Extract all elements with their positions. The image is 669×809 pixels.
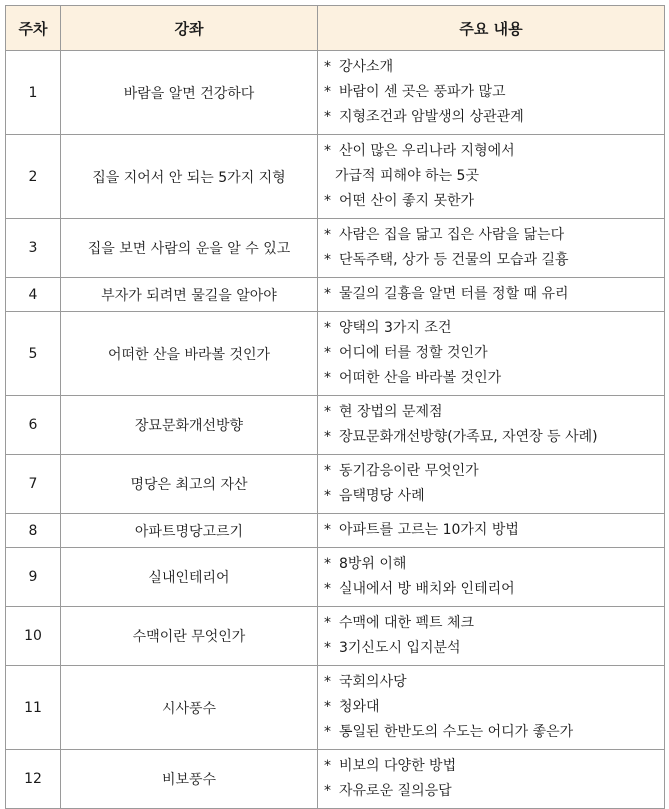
content-text: 물길의 길흉을 알면 터를 정할 때 유리 [339, 286, 569, 302]
header-content: 주요 내용 [318, 6, 665, 51]
content-text: 수맥에 대한 펙트 체크 [339, 615, 475, 631]
lecture-content [318, 750, 665, 809]
content-line [324, 55, 664, 80]
content-line [324, 105, 664, 130]
content-line [324, 316, 664, 341]
bullet-mark: * [324, 615, 331, 631]
week-number: 6 [6, 396, 61, 455]
lecture-content [318, 514, 665, 548]
content-line [324, 484, 664, 509]
bullet-mark: * [324, 320, 331, 336]
content-line [324, 400, 664, 425]
table-row [6, 278, 665, 312]
bullet-mark: * [324, 286, 331, 302]
bullet-mark: * [324, 252, 331, 268]
bullet-mark: * [324, 699, 331, 715]
content-line [324, 223, 664, 248]
lecture-content [318, 51, 665, 135]
table-row [6, 396, 665, 455]
content-line [324, 754, 664, 779]
content-line [324, 366, 664, 391]
curriculum-table [5, 5, 665, 809]
content-line [324, 189, 664, 214]
content-text: 아파트를 고르는 10가지 방법 [339, 522, 519, 538]
week-number: 11 [6, 666, 61, 750]
content-line [324, 552, 664, 577]
bullet-mark: * [324, 640, 331, 656]
content-line [324, 164, 664, 189]
bullet-mark: * [324, 488, 331, 504]
content-text: 어디에 터를 정할 것인가 [339, 345, 488, 361]
content-text: 장묘문화개선방향(가족묘, 자연장 등 사례) [339, 429, 598, 445]
bullet-mark: * [324, 84, 331, 100]
lecture-title: 바람을 알면 건강하다 [61, 51, 318, 135]
bullet-mark: * [324, 429, 331, 445]
week-number: 5 [6, 312, 61, 396]
content-text: 통일된 한반도의 수도는 어디가 좋은가 [339, 724, 574, 740]
content-line [324, 139, 664, 164]
week-number: 7 [6, 455, 61, 514]
lecture-content [318, 396, 665, 455]
lecture-content [318, 135, 665, 219]
table-row [6, 135, 665, 219]
content-text: 동기감응이란 무엇인가 [339, 463, 479, 479]
bullet-mark: * [324, 370, 331, 386]
content-text: 현 장법의 문제점 [339, 404, 443, 420]
lecture-title: 명당은 최고의 자산 [61, 455, 318, 514]
lecture-content [318, 666, 665, 750]
lecture-title: 비보풍수 [61, 750, 318, 809]
lecture-content [318, 312, 665, 396]
bullet-mark: * [324, 783, 331, 799]
lecture-title: 어떠한 산을 바라볼 것인가 [61, 312, 318, 396]
bullet-mark: * [324, 404, 331, 420]
content-text: 3기신도시 입지분석 [339, 640, 461, 656]
bullet-mark: * [324, 522, 331, 538]
bullet-mark: * [324, 581, 331, 597]
content-text: 가급적 피해야 하는 5곳 [335, 168, 479, 184]
content-line [324, 425, 664, 450]
bullet-mark: * [324, 674, 331, 690]
table-row [6, 548, 665, 607]
content-text: 단독주택, 상가 등 건물의 모습과 길흉 [339, 252, 569, 268]
content-line [324, 80, 664, 105]
content-text: 산이 많은 우리나라 지형에서 [339, 143, 515, 159]
bullet-mark: * [324, 345, 331, 361]
week-number: 4 [6, 278, 61, 312]
content-text: 어떤 산이 좋지 못한가 [339, 193, 475, 209]
content-text: 자유로운 질의응답 [339, 783, 452, 799]
content-line [324, 636, 664, 661]
content-text: 음택명당 사례 [339, 488, 425, 504]
table-row [6, 455, 665, 514]
bullet-mark: * [324, 463, 331, 479]
content-text: 바람이 센 곳은 풍파가 많고 [339, 84, 506, 100]
table-body [6, 51, 665, 809]
table-row [6, 750, 665, 809]
lecture-title: 집을 지어서 안 되는 5가지 지형 [61, 135, 318, 219]
table-row [6, 607, 665, 666]
header-lecture: 강좌 [61, 6, 318, 51]
content-line [324, 577, 664, 602]
lecture-title: 시사풍수 [61, 666, 318, 750]
bullet-mark: * [324, 227, 331, 243]
table-row [6, 219, 665, 278]
table-row [6, 51, 665, 135]
content-text: 지형조건과 암발생의 상관관계 [339, 109, 524, 125]
content-text: 강사소개 [339, 59, 394, 75]
content-text: 실내에서 방 배치와 인테리어 [339, 581, 515, 597]
content-line [324, 518, 664, 543]
content-line [324, 459, 664, 484]
content-text: 국회의사당 [339, 674, 407, 690]
content-line [324, 695, 664, 720]
bullet-mark: * [324, 758, 331, 774]
lecture-title: 아파트명당고르기 [61, 514, 318, 548]
table-row [6, 666, 665, 750]
content-text: 비보의 다양한 방법 [339, 758, 457, 774]
lecture-content [318, 219, 665, 278]
bullet-mark: * [324, 724, 331, 740]
lecture-content [318, 548, 665, 607]
content-text: 어떠한 산을 바라볼 것인가 [339, 370, 502, 386]
content-line [324, 282, 664, 307]
content-line [324, 611, 664, 636]
week-number: 2 [6, 135, 61, 219]
table-row [6, 514, 665, 548]
lecture-content [318, 455, 665, 514]
bullet-mark: * [324, 109, 331, 125]
content-text: 8방위 이해 [339, 556, 407, 572]
bullet-mark: * [324, 193, 331, 209]
content-line [324, 720, 664, 745]
week-number: 3 [6, 219, 61, 278]
lecture-title: 실내인테리어 [61, 548, 318, 607]
bullet-mark: * [324, 143, 331, 159]
header-week: 주차 [6, 6, 61, 51]
week-number: 12 [6, 750, 61, 809]
bullet-mark: * [324, 59, 331, 75]
content-text: 양택의 3가지 조건 [339, 320, 452, 336]
table-row [6, 312, 665, 396]
lecture-title: 장묘문화개선방향 [61, 396, 318, 455]
header-row [6, 6, 665, 51]
week-number: 8 [6, 514, 61, 548]
lecture-content [318, 278, 665, 312]
lecture-title: 수맥이란 무엇인가 [61, 607, 318, 666]
content-text: 사람은 집을 닮고 집은 사람을 닮는다 [339, 227, 565, 243]
week-number: 1 [6, 51, 61, 135]
lecture-title: 부자가 되려면 물길을 알아야 [61, 278, 318, 312]
week-number: 9 [6, 548, 61, 607]
content-line [324, 779, 664, 804]
lecture-title: 집을 보면 사람의 운을 알 수 있고 [61, 219, 318, 278]
lecture-content [318, 607, 665, 666]
week-number: 10 [6, 607, 61, 666]
content-text: 청와대 [339, 699, 380, 715]
content-line [324, 670, 664, 695]
content-line [324, 248, 664, 273]
bullet-mark: * [324, 556, 331, 572]
content-line [324, 341, 664, 366]
